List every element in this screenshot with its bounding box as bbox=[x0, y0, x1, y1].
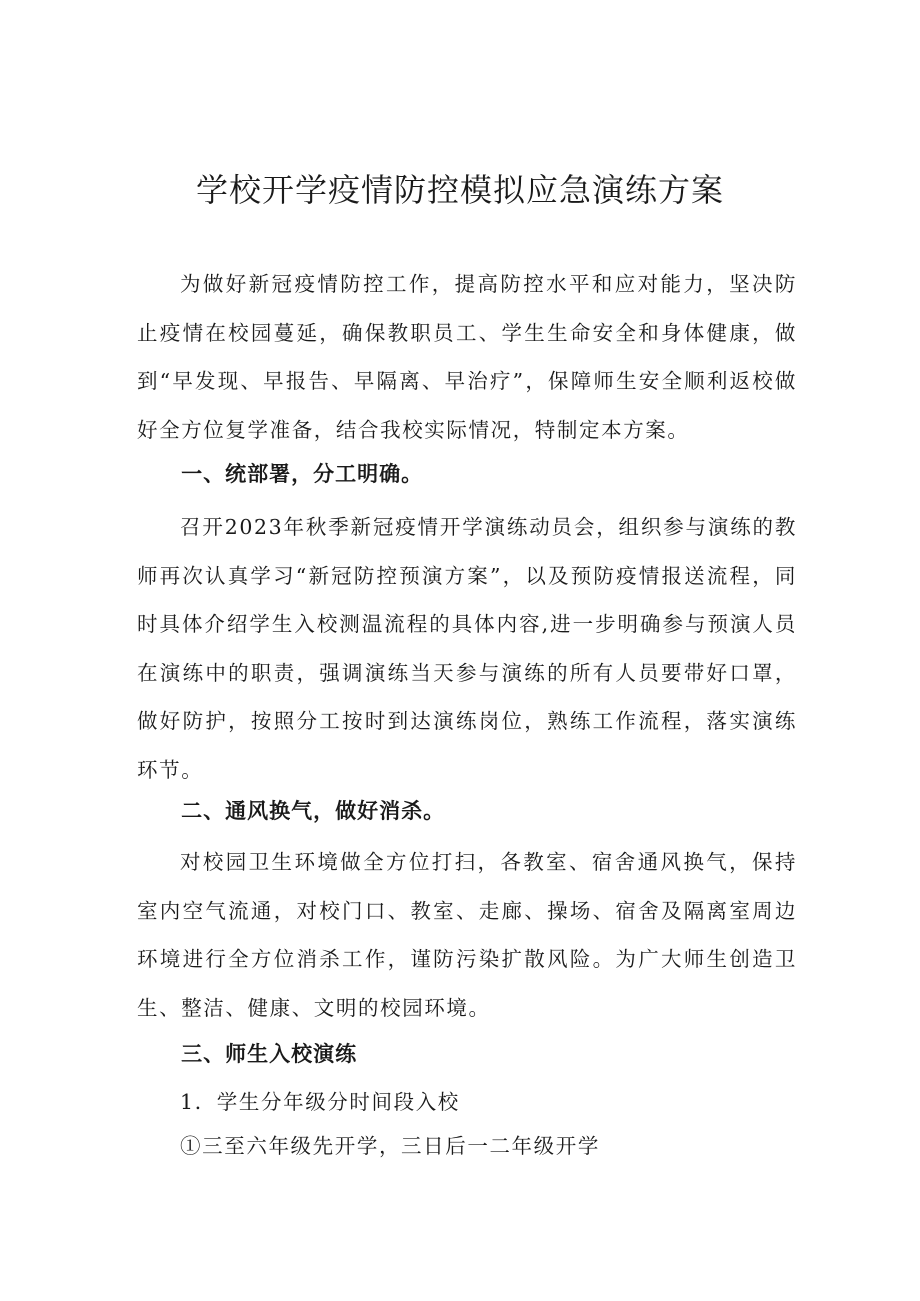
section-1-paragraph: 召开2023年秋季新冠疫情开学演练动员会，组织参与演练的教师再次认真学习“新冠防控预演方案”，以及预防疫情报送流程，同时具体介绍学生入校测温流程的具体内容,进一步明确参与预演人员在演练中的职责，强调演练当天参与演练的所有人员要带好口罩，做好防护，按照分工按时到达演练岗位，熟练工作流程，落实演练环节。 bbox=[137, 515, 797, 782]
section-3-subheading: 1．学生分年级分时间段入校 bbox=[180, 1090, 460, 1114]
section-3-list-item: ①三至六年级先开学，三日后一二年级开学 bbox=[180, 1134, 600, 1158]
section-1-heading: 一、统部署，分工明确。 bbox=[181, 462, 424, 486]
document-title: 学校开学疫情防控模拟应急演练方案 bbox=[195, 171, 724, 209]
section-2-paragraph: 对校园卫生环境做全方位打扫，各教室、宿舍通风换气，保持室内空气流通，对校门口、教室、走廊、操场、宿舍及隔离室周边环境进行全方位消杀工作，谨防污染扩散风险。为广大师生创造卫生、整洁、健康、文明的校园环境。 bbox=[137, 850, 797, 1020]
intro-paragraph: 为做好新冠疫情防控工作，提高防控水平和应对能力，坚决防止疫情在校园蔓延，确保教职员工、学生生命安全和身体健康，做到“早发现、早报告、早隔离、早治疗”，保障师生安全顺利返校做好全方位复学准备，结合我校实际情况，特制定本方案。 bbox=[137, 272, 797, 442]
section-3-heading: 三、师生入校演练 bbox=[181, 1042, 358, 1066]
section-2-heading: 二、通风换气，做好消杀。 bbox=[181, 799, 446, 823]
